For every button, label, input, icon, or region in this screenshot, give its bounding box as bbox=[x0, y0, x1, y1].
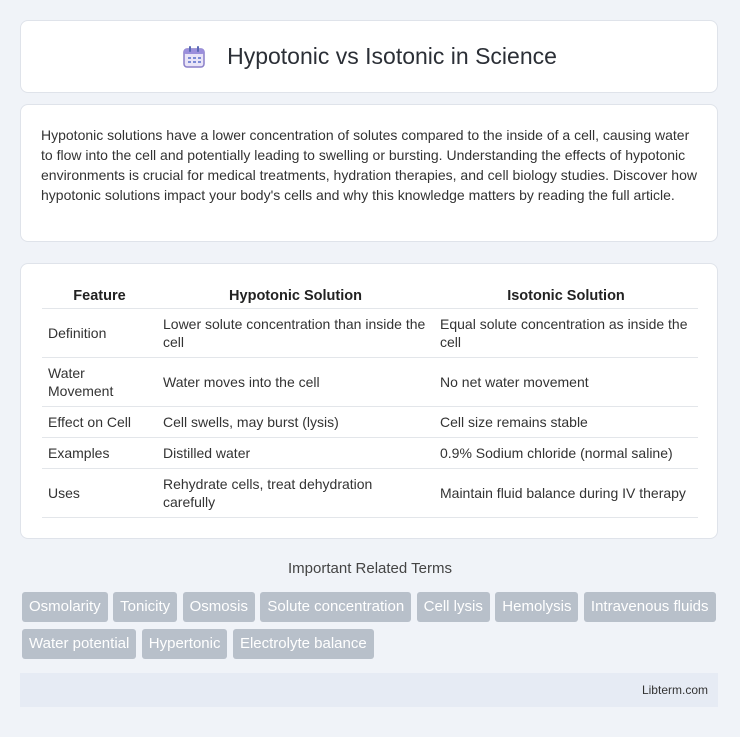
column-header: Feature bbox=[42, 284, 157, 309]
term-tag[interactable]: Solute concentration bbox=[260, 592, 411, 622]
table-cell: Equal solute concentration as inside the cell bbox=[434, 309, 698, 358]
table-row bbox=[42, 358, 698, 407]
term-tag[interactable]: Cell lysis bbox=[417, 592, 490, 622]
page-title: Hypotonic vs Isotonic in Science bbox=[227, 43, 557, 69]
calendar-icon bbox=[181, 44, 207, 70]
term-tag[interactable]: Osmolarity bbox=[22, 592, 108, 622]
term-tag[interactable]: Intravenous fluids bbox=[584, 592, 716, 622]
term-tag[interactable]: Hypertonic bbox=[142, 629, 228, 659]
term-tag[interactable]: Osmosis bbox=[183, 592, 255, 622]
related-terms-title: Important Related Terms bbox=[288, 560, 452, 577]
column-header: Isotonic Solution bbox=[434, 284, 698, 309]
intro-card bbox=[20, 104, 718, 242]
table-cell: Examples bbox=[42, 438, 157, 469]
table-cell: Effect on Cell bbox=[42, 407, 157, 438]
table-row bbox=[42, 469, 698, 518]
table-cell: 0.9% Sodium chloride (normal saline) bbox=[434, 438, 698, 469]
footer-brand-link[interactable]: Libterm.com bbox=[641, 683, 708, 697]
header-card bbox=[20, 20, 718, 93]
table-cell: Cell size remains stable bbox=[434, 407, 698, 438]
table-cell: Uses bbox=[42, 469, 157, 518]
table-cell: Rehydrate cells, treat dehydration carefully bbox=[157, 469, 434, 518]
term-tag[interactable]: Water potential bbox=[22, 629, 136, 659]
table-header-row bbox=[42, 284, 698, 309]
table-row bbox=[42, 438, 698, 469]
table-cell: Maintain fluid balance during IV therapy bbox=[434, 469, 698, 518]
table-cell: Water Movement bbox=[42, 358, 157, 407]
comparison-table bbox=[42, 284, 698, 518]
comparison-card bbox=[20, 263, 718, 539]
term-tag[interactable]: Electrolyte balance bbox=[233, 629, 374, 659]
table-cell: Definition bbox=[42, 309, 157, 358]
table-cell: Distilled water bbox=[157, 438, 434, 469]
column-header: Hypotonic Solution bbox=[157, 284, 434, 309]
table-row bbox=[42, 407, 698, 438]
related-terms-list bbox=[22, 592, 722, 666]
table-cell: Water moves into the cell bbox=[157, 358, 434, 407]
term-tag[interactable]: Hemolysis bbox=[495, 592, 578, 622]
table-row bbox=[42, 309, 698, 358]
term-tag[interactable]: Tonicity bbox=[113, 592, 177, 622]
table-cell: Cell swells, may burst (lysis) bbox=[157, 407, 434, 438]
intro-text: Hypotonic solutions have a lower concentration of solutes compared to the inside of a cell, causing water to flow into the cell and potentially leading to swelling or bursting. Understanding the effects of hypotonic environments is crucial for medical treatments, hydration therapies, and cell biology studies. Discover how hypotonic solutions impact your body's cells and why this knowledge matters by reading the full article. bbox=[41, 127, 697, 203]
footer bbox=[20, 673, 718, 707]
table-cell: No net water movement bbox=[434, 358, 698, 407]
table-cell: Lower solute concentration than inside the cell bbox=[157, 309, 434, 358]
